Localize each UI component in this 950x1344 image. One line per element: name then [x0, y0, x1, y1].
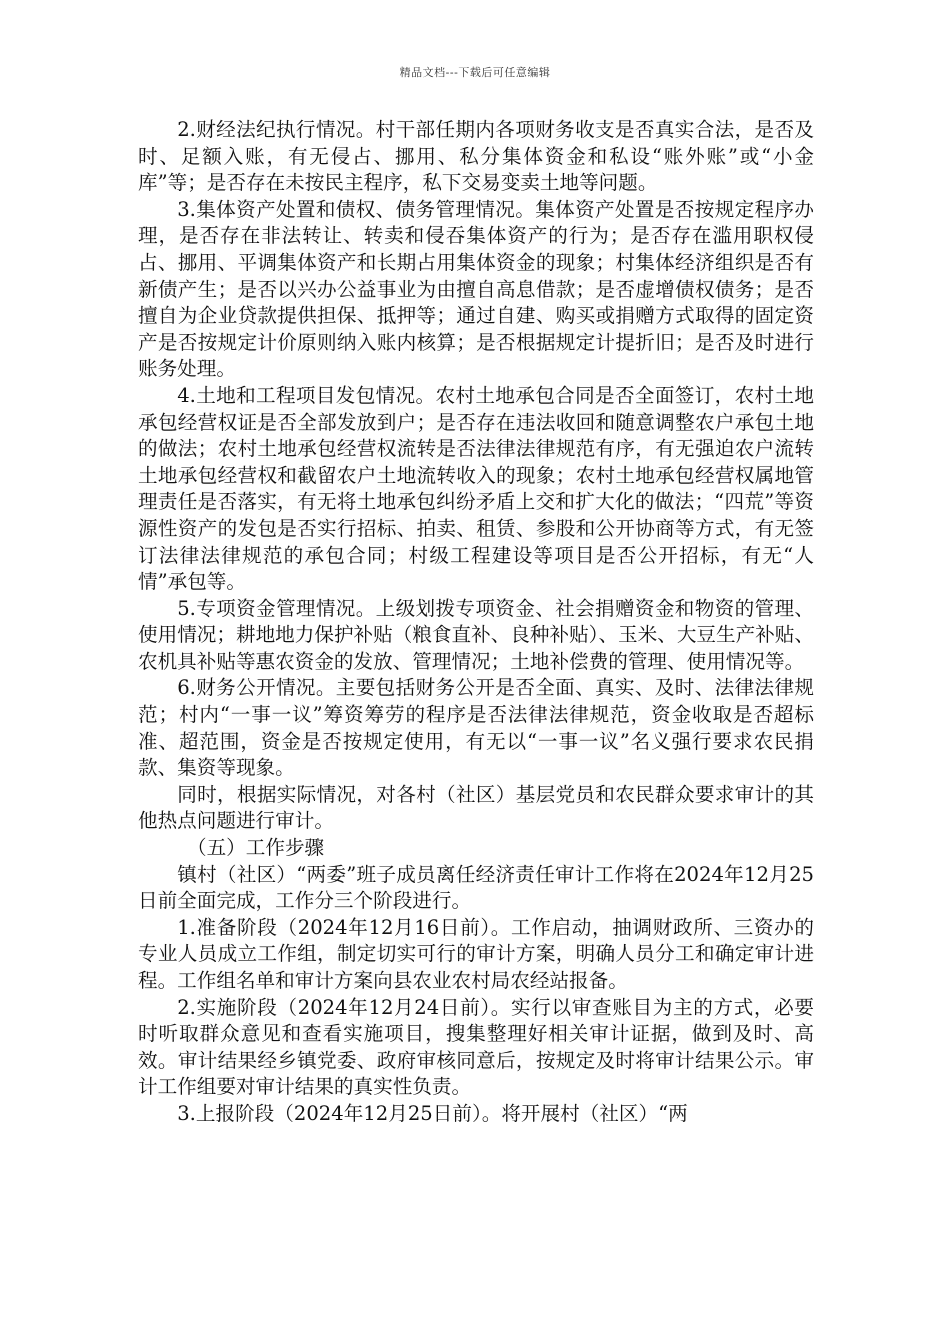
- paragraph-reporting-stage: 3.上报阶段（2024年12月25日前）。将开展村（社区）“两: [177, 1101, 688, 1125]
- paragraph-land-contracting: 4.土地和工程项目发包情况。农村土地承包合同是否全面签订，农村土地承包经营权证是否全部发放到户；是否存在违法收回和随意调整农户承包土地的做法；农村土地承包经营权流转是否法律法律规范有序，有无强迫农户流转土地承包经营权和截留农户土地流转收入的现象；农村土地承包经营权属地管理责任是否落实，有无将土地承包纠纷矛盾上交和扩大化的做法；“四荒”等资源性资产的发包是否实行招标、拍卖、租赁、参股和公开协商等方式，有无签订法律法律规范的承包合同；村级工程建设等项目是否公开招标，有无“人情”承包等。: [138, 383, 814, 594]
- paragraph-implementation-stage: 2.实施阶段（2024年12月24日前）。实行以审查账目为主的方式，必要时听取群众意见和查看实施项目，搜集整理好相关审计证据，做到及时、高效。审计结果经乡镇党委、政府审核同意后，按规定及时将审计结果公示。审计工作组要对审计结果的真实性负责。: [138, 995, 814, 1099]
- paragraph-asset-disposal: 3.集体资产处置和债权、债务管理情况。集体资产处置是否按规定程序办理，是否存在非法转让、转卖和侵吞集体资产的行为；是否存在滥用职权侵占、挪用、平调集体资产和长期占用集体资金的现象；村集体经济组织是否有新债产生；是否以兴办公益事业为由擅自高息借款；是否虚增债权债务；是否擅自为企业贷款提供担保、抵押等；通过自建、购买或捐赠方式取得的固定资产是否按规定计价原则纳入账内核算；是否根据规定计提折旧；是否及时进行账务处理。: [138, 197, 814, 381]
- section-heading-work-steps: （五）工作步骤: [187, 836, 325, 860]
- paragraph-schedule-overview: 镇村（社区）“两委”班子成员离任经济责任审计工作将在2024年12月25日前全面完成，工作分三个阶段进行。: [138, 862, 814, 913]
- paragraph-financial-disclosure: 6.财务公开情况。主要包括财务公开是否全面、真实、及时、法律法律规范；村内“一事一议”筹资筹劳的程序是否法律法律规范，资金收取是否超标准、超范围，资金是否按规定使用，有无以“一事一议”名义强行要求农民捐款、集资等现象。: [138, 676, 814, 780]
- paragraph-finance-discipline: 2.财经法纪执行情况。村干部任期内各项财务收支是否真实合法，是否及时、足额入账，有无侵占、挪用、私分集体资金和私设“账外账”或“小金库”等；是否存在未按民主程序，私下交易变卖土地等问题。: [138, 118, 814, 195]
- paragraph-hot-issues: 同时，根据实际情况，对各村（社区）基层党员和农民群众要求审计的其他热点问题进行审计。: [138, 782, 814, 833]
- page-header: 精品文档---下载后可任意编辑: [399, 66, 551, 79]
- document-body: [138, 117, 814, 1128]
- paragraph-preparation-stage: 1.准备阶段（2024年12月16日前）。工作启动，抽调财政所、三资办的专业人员成立工作组，制定切实可行的审计方案，明确人员分工和确定审计进程。工作组名单和审计方案向县农业农村局农经站报备。: [138, 915, 814, 992]
- paragraph-special-funds: 5.专项资金管理情况。上级划拨专项资金、社会捐赠资金和物资的管理、使用情况；耕地地力保护补贴（粮食直补、良种补贴）、玉米、大豆生产补贴、农机具补贴等惠农资金的发放、管理情况；土地补偿费的管理、使用情况等。: [138, 596, 814, 673]
